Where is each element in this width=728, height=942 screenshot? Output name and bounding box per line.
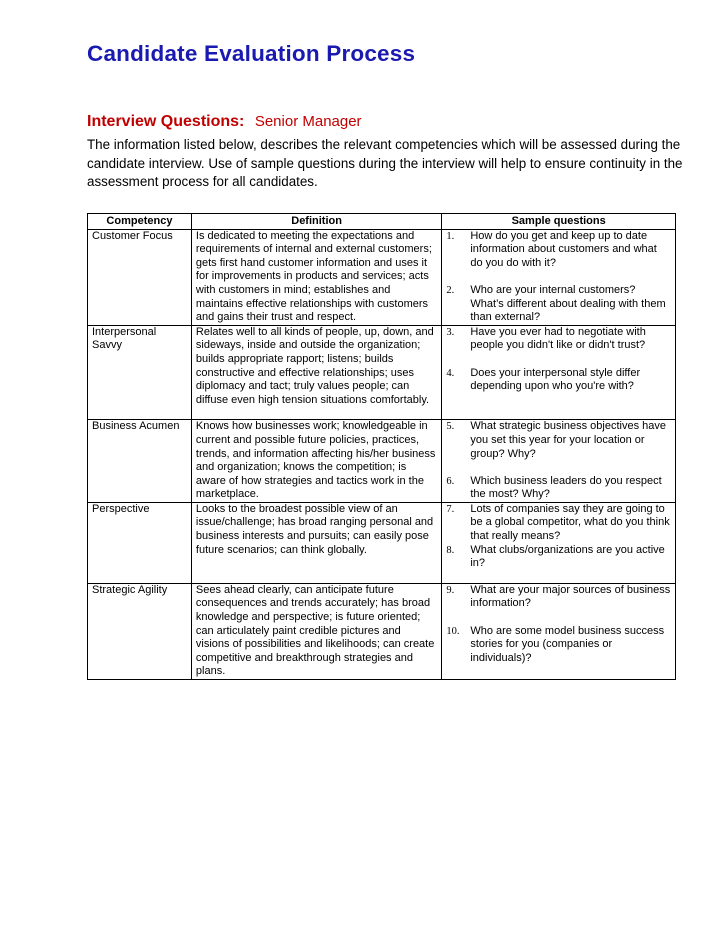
table-row xyxy=(88,420,676,503)
question-text: Have you ever had to negotiate with people you didn't like or didn't trust? xyxy=(470,325,646,352)
header-sample-questions: Sample questions xyxy=(442,214,676,230)
question-item xyxy=(446,584,671,611)
question-number: 9. xyxy=(446,584,455,596)
question-number: 5. xyxy=(446,421,455,433)
competency-cell: Perspective xyxy=(88,502,192,583)
table-row xyxy=(88,325,676,420)
questions-cell xyxy=(442,420,676,503)
question-number: 6. xyxy=(446,475,455,487)
question-number: 7. xyxy=(446,503,455,515)
question-text: Which business leaders do you respect the most? Why? xyxy=(470,474,662,501)
competency-cell: Customer Focus xyxy=(88,229,192,325)
subheading-role: Senior Manager xyxy=(254,113,362,130)
document-title: Candidate Evaluation Process xyxy=(87,41,416,66)
competency-table xyxy=(87,213,676,680)
question-item xyxy=(446,475,671,502)
question-item xyxy=(446,326,671,353)
competency-cell: Business Acumen xyxy=(88,420,192,503)
subheading xyxy=(87,111,687,133)
definition-cell: Relates well to all kinds of people, up, down, and sideways, inside and outside the organization; builds appropriate rapport; listens; builds constructive and effective relationships; uses diplomacy and tact; truly values people; can diffuse even high tension situations comfortably. xyxy=(191,325,441,420)
definition-cell: Is dedicated to meeting the expectations and requirements of internal and external customers; gets first hand customer information and uses it for improvements in products and services; acts with customers in mind; establishes and maintains effective relationships with customers and gains their trust and respect. xyxy=(191,229,441,325)
question-item xyxy=(446,420,671,461)
question-number: 8. xyxy=(446,544,455,556)
question-text: What clubs/organizations are you active in? xyxy=(470,543,665,570)
table-row xyxy=(88,502,676,583)
question-number: 2. xyxy=(446,284,455,296)
subheading-label: Interview Questions: xyxy=(87,113,245,130)
question-text: Who are some model business success stories for you (companies or individuals)? xyxy=(470,624,665,664)
question-number: 4. xyxy=(446,367,455,379)
document-page xyxy=(87,40,687,192)
competency-cell: Interpersonal Savvy xyxy=(88,325,192,420)
header-competency: Competency xyxy=(88,214,192,230)
question-number: 10. xyxy=(446,625,460,637)
question-text: What are your major sources of business information? xyxy=(470,583,671,610)
definition-cell: Looks to the broadest possible view of an issue/challenge; has broad ranging personal and business interests and pursuits; can easily pose future scenarios; can think globally. xyxy=(191,502,441,583)
question-number: 1. xyxy=(446,230,455,242)
header-definition: Definition xyxy=(191,214,441,230)
question-text: How do you get and keep up to date information about customers and what do you do with it? xyxy=(470,229,657,269)
question-item xyxy=(446,284,671,325)
question-item xyxy=(446,367,671,394)
table-header-row xyxy=(88,214,676,230)
competency-cell: Strategic Agility xyxy=(88,583,192,679)
question-item xyxy=(446,503,671,544)
question-text: Lots of companies say they are going to be a global competitor, what do you think that really means? xyxy=(470,502,670,543)
questions-cell xyxy=(442,583,676,679)
table-row xyxy=(88,583,676,679)
questions-cell xyxy=(442,325,676,420)
question-item xyxy=(446,544,671,571)
definition-cell: Knows how businesses work; knowledgeable in current and possible future policies, practices, trends, and information affecting his/her business and organization; knows the competition; is aware of how strategies and tactics work in the marketplace. xyxy=(191,420,441,503)
question-text: Does your interpersonal style differ depending upon who you're with? xyxy=(470,366,641,393)
questions-cell xyxy=(442,502,676,583)
intro-paragraph: The information listed below, describes the relevant competencies which will be assessed during the candidate interview. Use of sample questions during the interview will help to ensure continuity in the assessment process for all candidates. xyxy=(87,137,683,189)
question-item xyxy=(446,230,671,271)
table-row xyxy=(88,229,676,325)
question-number: 3. xyxy=(446,326,455,338)
definition-cell: Sees ahead clearly, can anticipate future consequences and trends accurately; has broad knowledge and perspective; is future oriented; can articulately paint credible pictures and visions of possibilities and likelihoods; can create competitive and breakthrough strategies and plans. xyxy=(191,583,441,679)
questions-cell xyxy=(442,229,676,325)
question-item xyxy=(446,625,671,666)
question-text: What strategic business objectives have you set this year for your location or group? Why? xyxy=(470,420,666,460)
question-text: Who are your internal customers? What’s different about dealing with them than external? xyxy=(470,283,666,324)
